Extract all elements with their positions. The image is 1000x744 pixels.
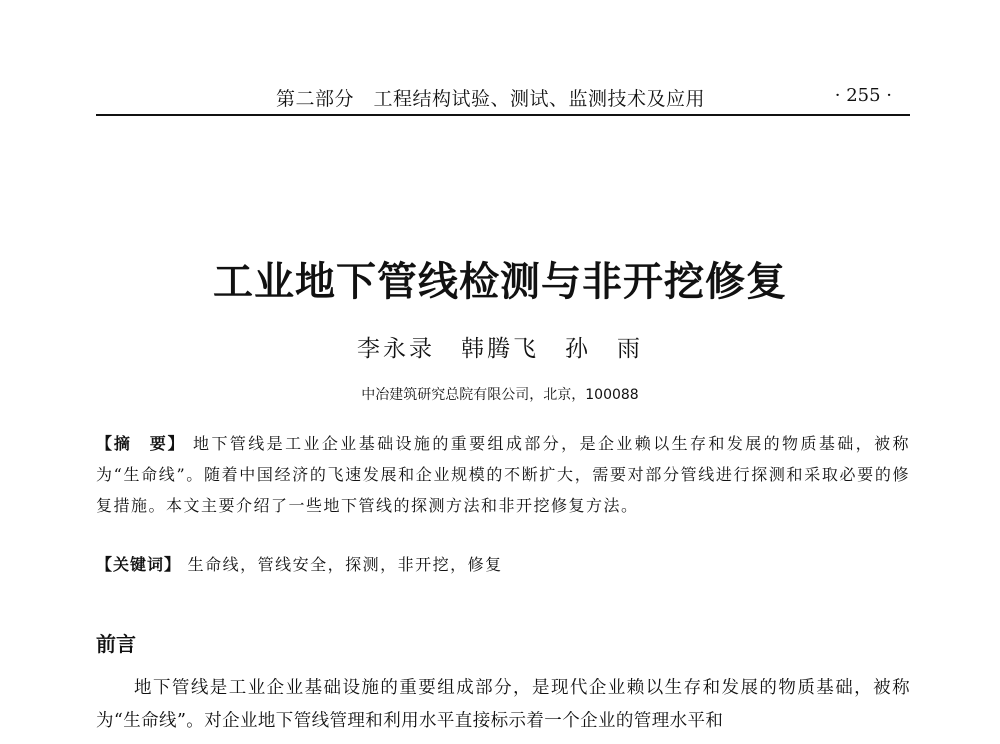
running-header-section-title: 第二部分 工程结构试验、测试、监测技术及应用	[276, 88, 706, 110]
affiliation: 中冶建筑研究总院有限公司，北京，100088	[361, 387, 639, 403]
page-number: · 255 ·	[834, 85, 892, 106]
abstract-text: 地下管线是工业企业基础设施的重要组成部分，是企业赖以生存和发展的物质基础，被称为“生命线”。随着中国经济的飞速发展和企业规模的不断扩大，需要对部分管线进行探测和采取必要的修复措施。本文主要介绍了一些地下管线的探测方法和非开挖修复方法。	[96, 434, 910, 515]
keywords-text: 生命线，管线安全，探测，非开挖，修复	[187, 555, 503, 574]
running-header	[96, 84, 910, 116]
keywords	[96, 549, 910, 580]
paper-title: 工业地下管线检测与非开挖修复	[213, 259, 787, 305]
body-paragraph: 地下管线是工业企业基础设施的重要组成部分，是现代企业赖以生存和发展的物质基础，被称为“生命线”。对企业地下管线管理和利用水平直接标示着一个企业的管理水平和	[96, 678, 910, 731]
keywords-label: 【关键词】	[96, 555, 182, 574]
section-heading: 前言	[96, 632, 136, 656]
abstract-label: 【摘 要】	[96, 434, 186, 453]
abstract	[96, 428, 910, 521]
authors: 李永录 韩腾飞 孙 雨	[357, 336, 643, 362]
